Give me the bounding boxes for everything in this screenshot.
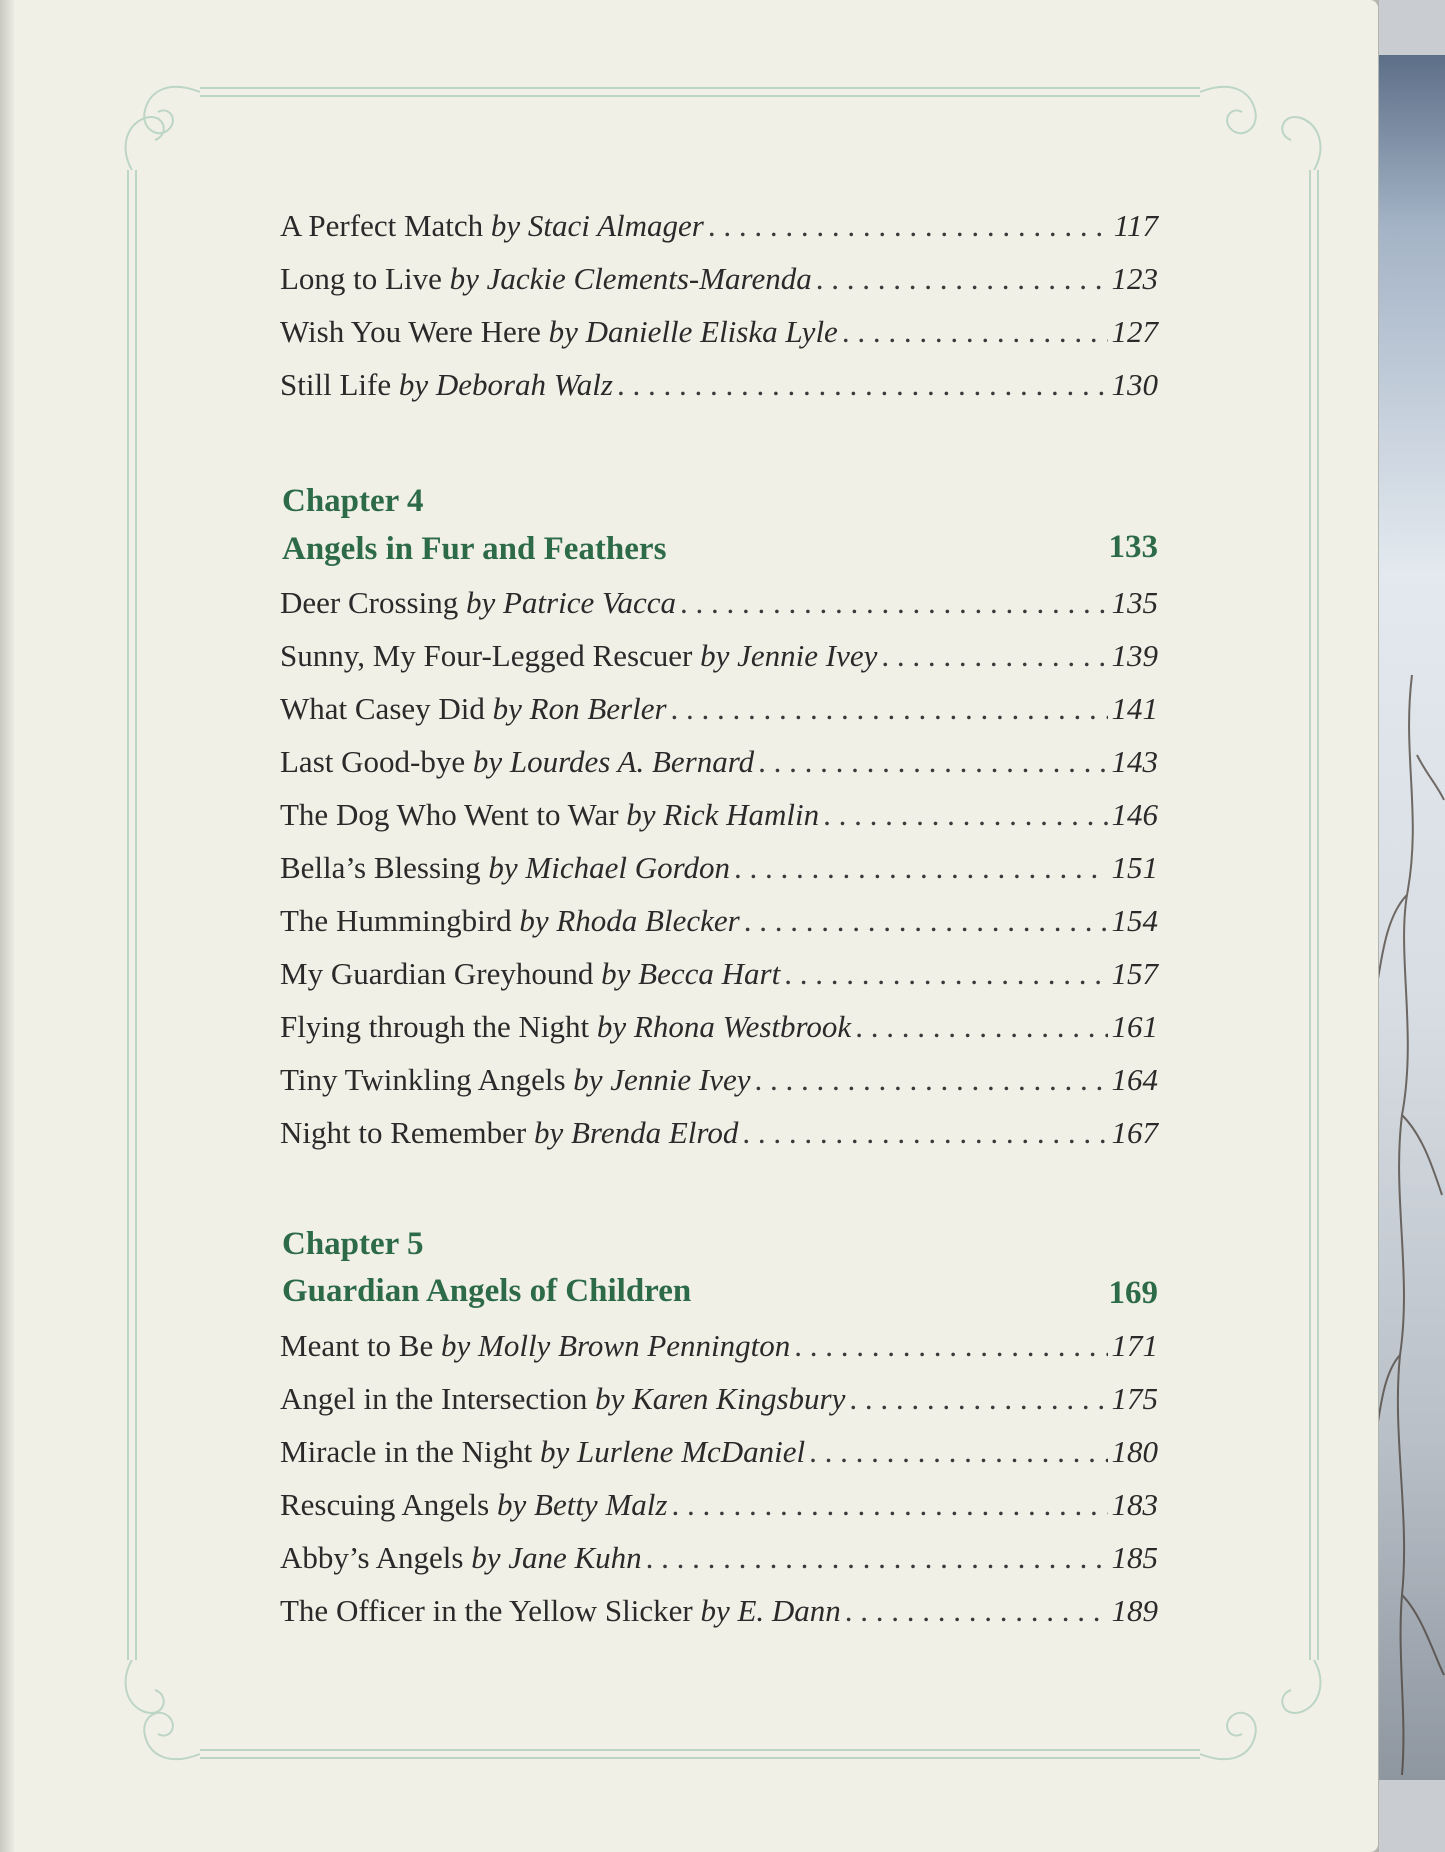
entry-author: by Rhoda Blecker [519, 903, 740, 938]
entry-page-number: 167 [1111, 1115, 1158, 1150]
entry-author: by Jane Kuhn [471, 1540, 642, 1575]
toc-entry[interactable] [280, 956, 1158, 992]
entry-page-number: 151 [1111, 850, 1158, 885]
dot-leader [744, 903, 1108, 939]
entry-author: by Lurlene McDaniel [540, 1434, 806, 1469]
entry-page-number: 123 [1111, 261, 1158, 296]
entry-title: My Guardian Greyhound [280, 956, 594, 991]
entry-title: Last Good-bye [280, 744, 466, 779]
entry-author: by Danielle Eliska Lyle [548, 314, 838, 349]
toc-entry[interactable] [280, 367, 1158, 403]
entry-author: by Becca Hart [601, 956, 781, 991]
toc-entry[interactable] [280, 638, 1158, 674]
entry-author: by Jennie Ivey [700, 638, 878, 673]
entry-title: Tiny Twinkling Angels [280, 1062, 566, 1097]
entry-title: Deer Crossing [280, 585, 459, 620]
dot-leader [842, 314, 1108, 350]
entry-title: The Dog Who Went to War [280, 797, 619, 832]
dot-leader [855, 1009, 1107, 1045]
entry-page-number: 185 [1111, 1540, 1158, 1575]
toc-entry[interactable] [280, 1593, 1158, 1629]
dot-leader [845, 1593, 1108, 1629]
toc-entry[interactable] [280, 903, 1158, 939]
dot-leader [881, 638, 1107, 674]
entry-page-number: 141 [1111, 691, 1158, 726]
entry-author: by Jackie Clements-Marenda [449, 261, 812, 296]
entry-author: by Rick Hamlin [626, 797, 820, 832]
chapter-5-page-number: 169 [1108, 1275, 1158, 1311]
chapter-5-title[interactable]: Guardian Angels of Children [282, 1273, 692, 1309]
entry-title: The Officer in the Yellow Slicker [280, 1593, 693, 1628]
entry-page-number: 175 [1111, 1381, 1158, 1416]
dot-leader [816, 261, 1108, 297]
entry-page-number: 143 [1111, 744, 1158, 779]
entry-author: by Betty Malz [497, 1487, 668, 1522]
toc-entry[interactable] [280, 797, 1158, 833]
entry-title: Angel in the Intersection [280, 1381, 588, 1416]
chapter-4-title[interactable]: Angels in Fur and Feathers [282, 531, 667, 567]
entry-title: The Hummingbird [280, 903, 512, 938]
toc-entry[interactable] [280, 1328, 1158, 1364]
entry-title: What Casey Did [280, 691, 485, 726]
chapter-4-page-number: 133 [1108, 529, 1158, 565]
toc-entry[interactable] [280, 1115, 1158, 1151]
entry-title: Sunny, My Four-Legged Rescuer [280, 638, 693, 673]
entry-author: by E. Dann [700, 1593, 841, 1628]
entry-title: Bella’s Blessing [280, 850, 481, 885]
entry-title: Meant to Be [280, 1328, 434, 1363]
entry-title: A Perfect Match [280, 208, 484, 243]
entry-page-number: 127 [1111, 314, 1158, 349]
entry-page-number: 164 [1111, 1062, 1158, 1097]
toc-entry[interactable] [280, 744, 1158, 780]
entry-page-number: 161 [1111, 1009, 1158, 1044]
chapter-5-label: Chapter 5 [282, 1226, 424, 1262]
entry-page-number: 117 [1113, 208, 1158, 243]
toc-entry[interactable] [280, 1009, 1158, 1045]
entry-page-number: 139 [1111, 638, 1158, 673]
dot-leader [742, 1115, 1107, 1151]
toc-entry[interactable] [280, 1381, 1158, 1417]
entry-page-number: 183 [1111, 1487, 1158, 1522]
toc-entry[interactable] [280, 1434, 1158, 1470]
entry-page-number: 180 [1111, 1434, 1158, 1469]
dot-leader [617, 367, 1108, 403]
entry-title: Abby’s Angels [280, 1540, 464, 1575]
entry-page-number: 189 [1111, 1593, 1158, 1628]
toc-entry[interactable] [280, 1062, 1158, 1098]
dot-leader [671, 1487, 1107, 1523]
dot-leader [671, 691, 1108, 727]
toc-entry[interactable] [280, 691, 1158, 727]
entry-author: by Patrice Vacca [465, 585, 677, 620]
entry-page-number: 130 [1111, 367, 1158, 402]
entry-page-number: 154 [1111, 903, 1158, 938]
dot-leader [646, 1540, 1108, 1576]
entry-page-number: 171 [1111, 1328, 1158, 1363]
dot-leader [794, 1328, 1107, 1364]
entry-author: by Michael Gordon [488, 850, 731, 885]
dot-leader [680, 585, 1107, 621]
entry-author: by Staci Almager [490, 208, 704, 243]
dot-leader [758, 744, 1107, 780]
entry-author: by Jennie Ivey [573, 1062, 751, 1097]
entry-author: by Karen Kingsbury [595, 1381, 846, 1416]
dot-leader [734, 850, 1107, 886]
toc-entry[interactable] [280, 261, 1158, 297]
entry-title: Long to Live [280, 261, 442, 296]
toc-entry[interactable] [280, 1540, 1158, 1576]
dot-leader [849, 1381, 1107, 1417]
toc-entry[interactable] [280, 208, 1158, 244]
entry-title: Night to Remember [280, 1115, 527, 1150]
entry-title: Still Life [280, 367, 392, 402]
book-cover-edge [1372, 55, 1445, 1780]
toc-entry[interactable] [280, 850, 1158, 886]
toc-entry[interactable] [280, 585, 1158, 621]
chapter-4-label: Chapter 4 [282, 483, 424, 519]
entry-author: by Deborah Walz [398, 367, 613, 402]
entry-author: by Rhona Westbrook [596, 1009, 852, 1044]
entry-title: Miracle in the Night [280, 1434, 533, 1469]
entry-page-number: 157 [1111, 956, 1158, 991]
entry-page-number: 146 [1111, 797, 1158, 832]
entry-author: by Brenda Elrod [533, 1115, 739, 1150]
entry-title: Wish You Were Here [280, 314, 541, 349]
dot-leader [809, 1434, 1107, 1470]
dot-leader [755, 1062, 1108, 1098]
dot-leader [784, 956, 1107, 992]
entry-page-number: 135 [1111, 585, 1158, 620]
dot-leader [823, 797, 1107, 833]
entry-author: by Lourdes A. Bernard [472, 744, 755, 779]
entry-title: Flying through the Night [280, 1009, 590, 1044]
entry-author: by Ron Berler [492, 691, 667, 726]
toc-entry[interactable] [280, 1487, 1158, 1523]
entry-author: by Molly Brown Pennington [441, 1328, 791, 1363]
toc-entry[interactable] [280, 314, 1158, 350]
dot-leader [708, 208, 1110, 244]
entry-title: Rescuing Angels [280, 1487, 490, 1522]
